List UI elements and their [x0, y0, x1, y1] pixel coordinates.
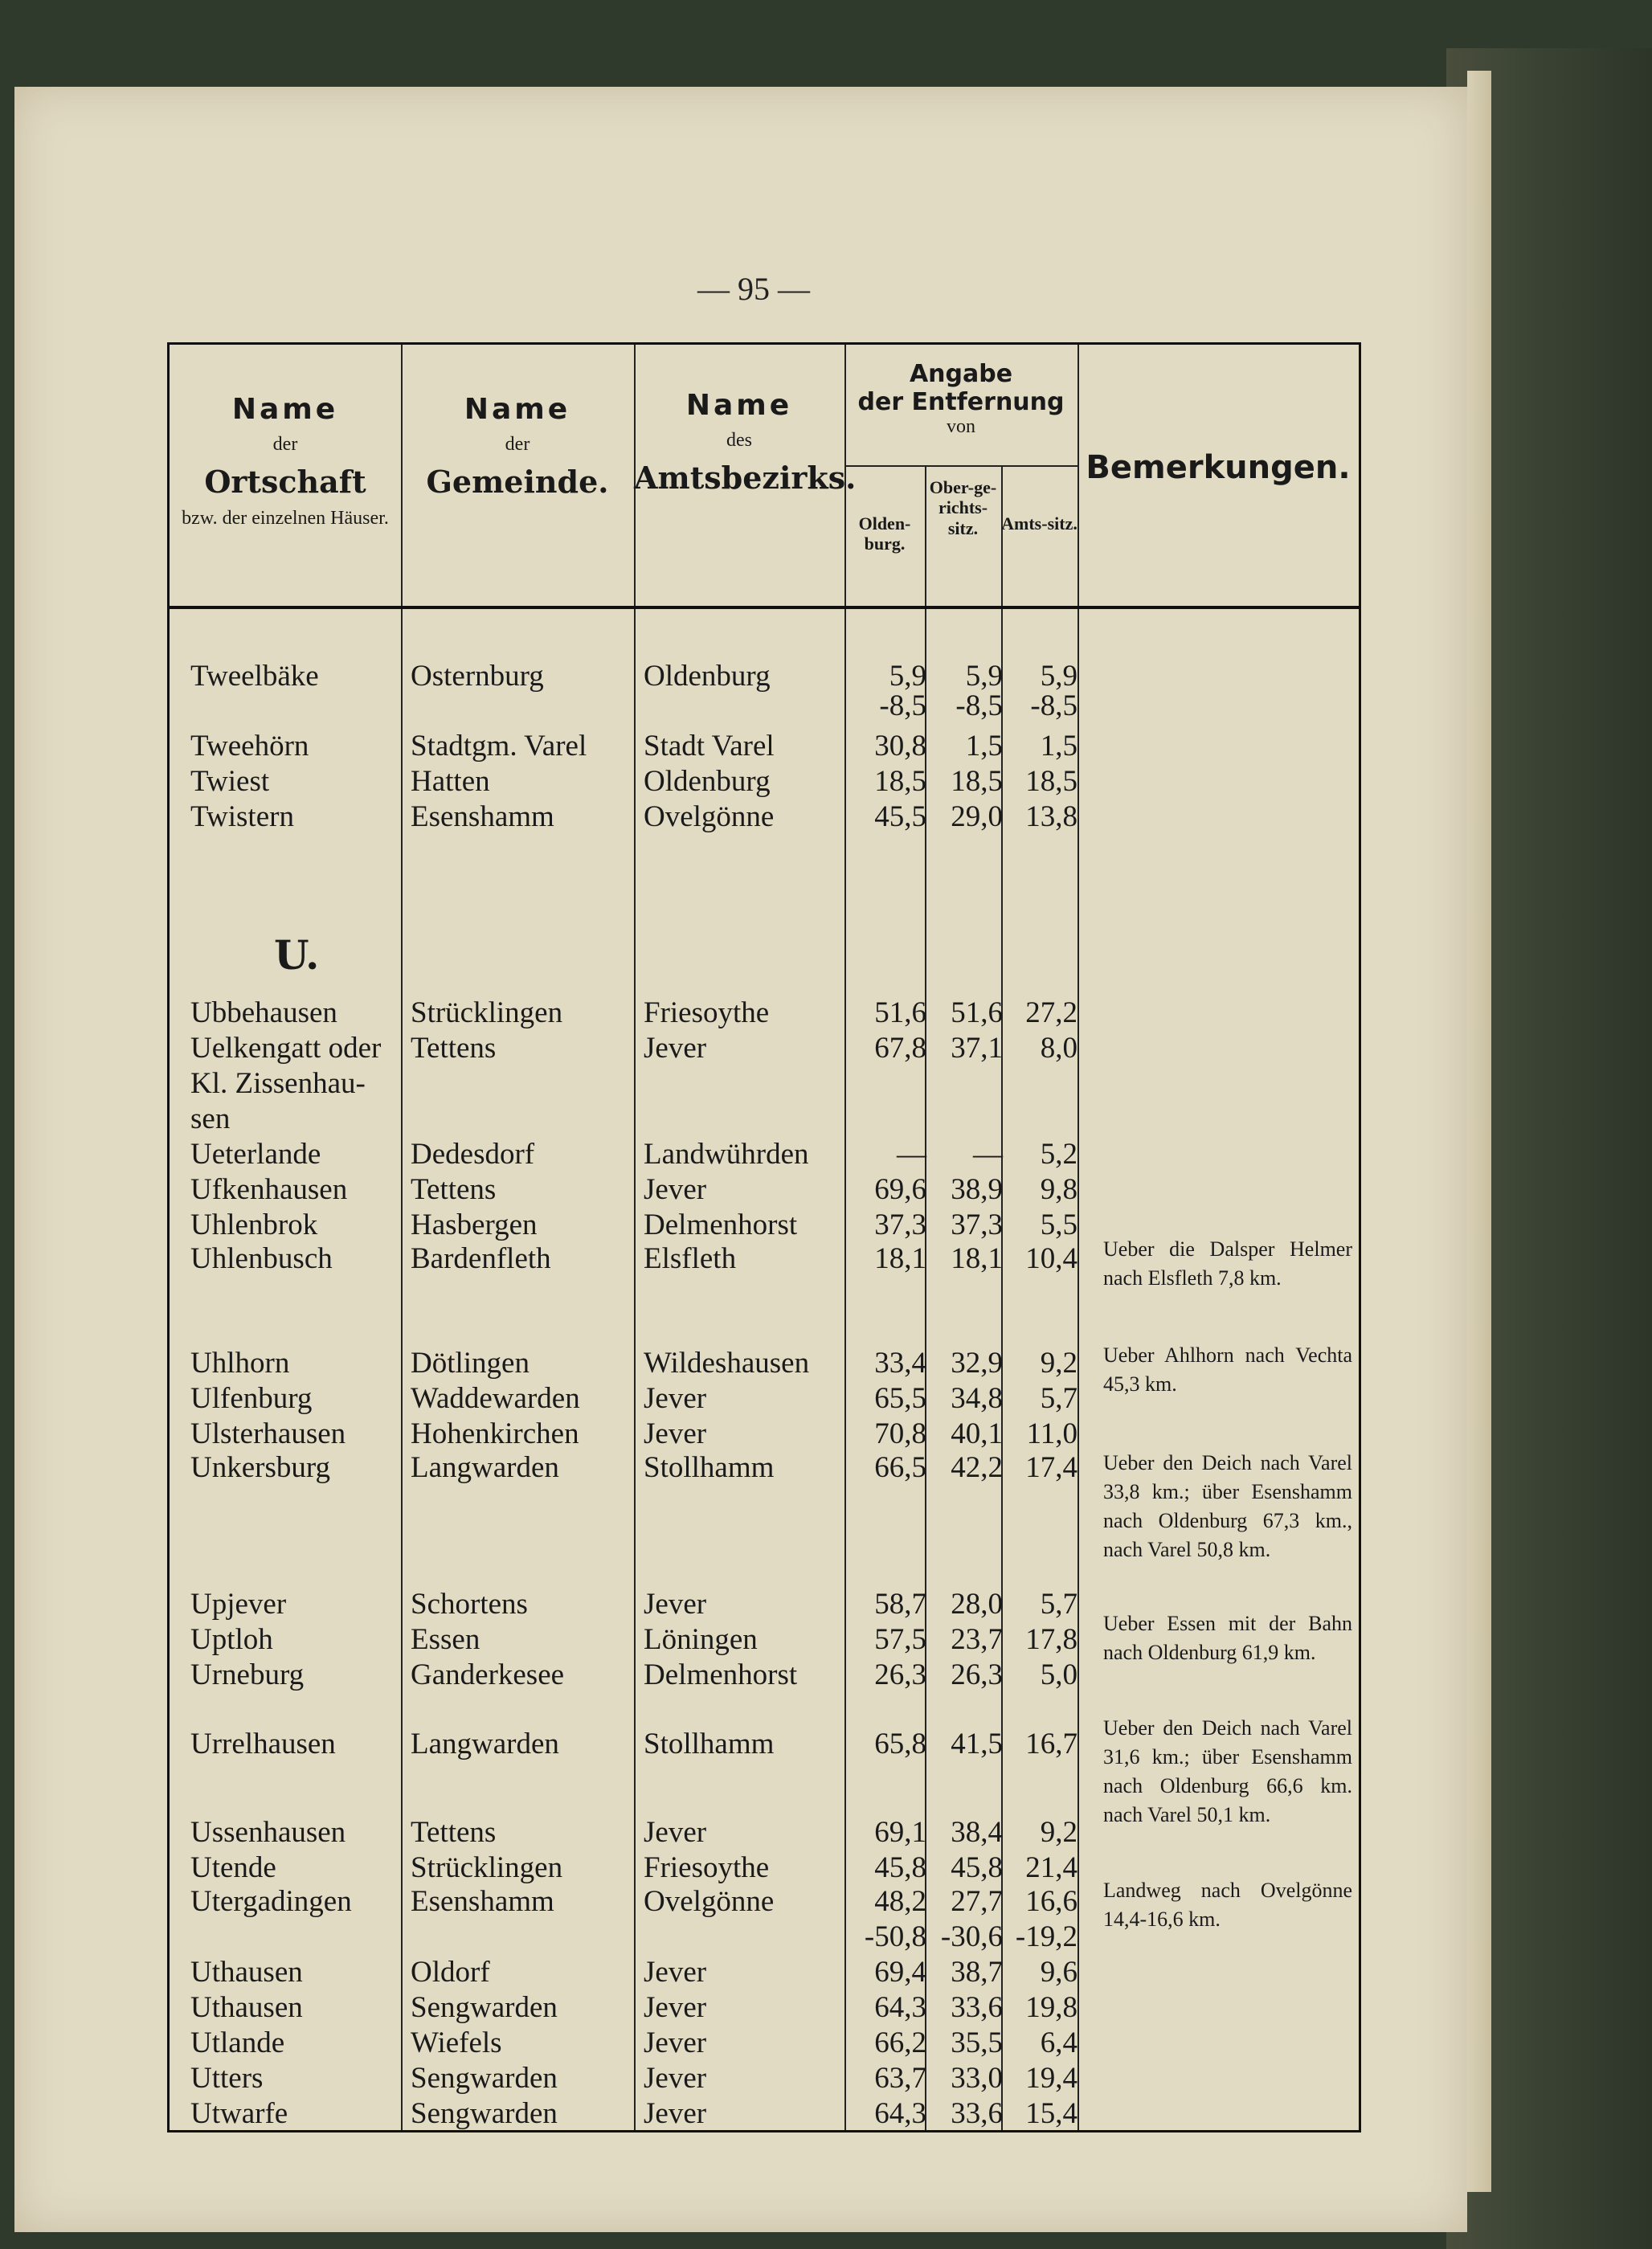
dist-oldenburg-cell: 33,4 — [874, 1347, 926, 1380]
ortschaft-cell: Utende — [190, 1851, 276, 1884]
table-row — [170, 730, 1359, 763]
dist-oldenburg-cell: 57,5 — [874, 1623, 926, 1656]
amtsbezirk-cell: Jever — [644, 2062, 707, 2095]
dist-obergericht-cell: 38,7 — [951, 1956, 1003, 1989]
dist-obergericht-cell: 33,6 — [951, 2097, 1003, 2130]
gemeinde-cell: Waddewarden — [411, 1382, 580, 1415]
dist-amtssitz-cell: 6,4 — [1040, 2026, 1077, 2059]
table-row — [170, 1957, 1359, 1989]
dist-amtssitz-cell: 11,0 — [1026, 1417, 1077, 1450]
gemeinde-cell: Dedesdorf — [411, 1138, 535, 1171]
ortschaft-cell: Ueterlande — [190, 1138, 321, 1171]
amtsbezirk-cell: Jever — [644, 2097, 707, 2130]
dist-oldenburg-cell: 65,5 — [874, 1382, 926, 1415]
dist-obergericht-cell: 45,8 — [951, 1851, 1003, 1884]
ortschaft-cell: Unkersburg — [190, 1451, 331, 1484]
dist-oldenburg-cell: -8,5 — [879, 689, 926, 722]
dist-obergericht-cell: 18,5 — [951, 765, 1003, 798]
dist-obergericht-cell: 23,7 — [951, 1623, 1003, 1656]
amtsbezirk-cell: Friesoythe — [644, 996, 770, 1029]
remark: Landweg nach Ovelgönne 14,4-16,6 km. — [1103, 1879, 1352, 1931]
dist-oldenburg-cell: 18,1 — [874, 1242, 926, 1275]
dist-oldenburg-cell: 67,8 — [874, 1032, 926, 1065]
dist-obergericht-cell: 34,8 — [951, 1382, 1003, 1415]
dist-obergericht-cell: 42,2 — [951, 1451, 1003, 1484]
dist-amtssitz-cell: 13,8 — [1025, 800, 1077, 833]
dist-obergericht-cell: 1,5 — [965, 730, 1003, 763]
dist-oldenburg-cell: 51,6 — [874, 996, 926, 1029]
page-number: — 95 — — [697, 271, 810, 307]
ortschaft-cell: Kl. Zissenhau- — [190, 1067, 366, 1100]
dist-obergericht-cell: 32,9 — [951, 1347, 1003, 1380]
header-gemeinde: Name der Gemeinde. — [426, 393, 609, 500]
ortschaft-cell: Urrelhausen — [190, 1728, 336, 1760]
amtsbezirk-cell: Elsfleth — [644, 1242, 737, 1275]
amtsbezirk-cell: Jever — [644, 1956, 707, 1989]
dist-obergericht-cell: 35,5 — [951, 2026, 1003, 2059]
dist-oldenburg-cell: 48,2 — [874, 1885, 926, 1918]
gemeinde-cell: Osternburg — [411, 660, 544, 693]
ortschaft-cell: Ulfenburg — [190, 1382, 313, 1415]
table-row — [170, 801, 1359, 833]
dist-amtssitz-cell: 9,2 — [1040, 1347, 1077, 1380]
dist-oldenburg-cell: 63,7 — [874, 2062, 926, 2095]
dist-obergericht-cell: -8,5 — [955, 689, 1003, 722]
gemeinde-cell: Langwarden — [411, 1451, 559, 1484]
table-row — [170, 2027, 1359, 2059]
amtsbezirk-cell: Jever — [644, 1417, 707, 1450]
header-obergerichtssitz: Ober-ge-richts-sitz. — [929, 477, 997, 538]
table-row — [170, 660, 1359, 693]
table-row — [170, 997, 1359, 1029]
ortschaft-cell: Utters — [190, 2062, 264, 2095]
amtsbezirk-cell: Löningen — [644, 1623, 758, 1656]
gemeinde-cell: Esenshamm — [411, 800, 554, 833]
dist-oldenburg-cell: 30,8 — [874, 730, 926, 763]
dist-obergericht-cell: 33,6 — [951, 1991, 1003, 2024]
dist-amtssitz-cell: 1,5 — [1040, 730, 1077, 763]
dist-oldenburg-cell: 45,8 — [874, 1851, 926, 1884]
dist-amtssitz-cell: -8,5 — [1030, 689, 1077, 722]
ortschaft-cell: Tweehörn — [190, 730, 309, 763]
dist-amtssitz-cell: -19,2 — [1015, 1920, 1077, 1953]
ortschaft-cell: Twistern — [190, 800, 294, 833]
dist-amtssitz-cell: 5,2 — [1040, 1138, 1077, 1171]
amtsbezirk-cell: Stadt Varel — [644, 730, 775, 763]
ortschaft-cell: Uhlenbusch — [190, 1242, 333, 1275]
ortschaft-cell: Ussenhausen — [190, 1816, 346, 1849]
amtsbezirk-cell: Ovelgönne — [644, 800, 775, 833]
page-edge — [1467, 71, 1491, 2192]
ortschaft-cell: Utlande — [190, 2026, 285, 2059]
amtsbezirk-cell: Delmenhorst — [644, 1658, 798, 1691]
amtsbezirk-cell: Jever — [644, 1032, 707, 1065]
dist-oldenburg-cell: — — [897, 1138, 926, 1171]
dist-obergericht-cell: 37,1 — [951, 1032, 1003, 1065]
ortschaft-cell: Uptloh — [190, 1623, 273, 1656]
book-page — [14, 87, 1467, 2232]
table-row — [170, 766, 1359, 798]
ortschaft-cell: Uhlenbrok — [190, 1208, 318, 1241]
dist-amtssitz-cell: 16,6 — [1025, 1885, 1077, 1918]
table-row — [170, 1032, 1359, 1065]
amtsbezirk-cell: Jever — [644, 1588, 707, 1621]
remark: Ueber Essen mit der Bahn nach Oldenburg 61,9 km. — [1103, 1612, 1352, 1664]
dist-amtssitz-cell: 5,9 — [1040, 660, 1077, 693]
ortschaft-cell: Ubbehausen — [190, 996, 337, 1029]
table-row — [170, 1174, 1359, 1206]
table-row — [170, 1103, 1359, 1135]
table-row — [170, 1418, 1359, 1450]
amtsbezirk-cell: Landwührden — [644, 1138, 809, 1171]
amtsbezirk-cell: Jever — [644, 1382, 707, 1415]
dist-amtssitz-cell: 5,0 — [1040, 1658, 1077, 1691]
dist-obergericht-cell: 41,5 — [951, 1728, 1003, 1760]
dist-oldenburg-cell: 69,6 — [874, 1173, 926, 1206]
gemeinde-cell: Ganderkesee — [411, 1658, 565, 1691]
dist-amtssitz-cell: 15,4 — [1025, 2097, 1077, 2130]
dist-amtssitz-cell: 17,4 — [1025, 1451, 1077, 1484]
header-amtsbezirk: Name des Amtsbezirks. — [634, 389, 857, 496]
section-letter: U. — [274, 931, 320, 979]
ortschaft-cell: Utwarfe — [190, 2097, 288, 2130]
dist-obergericht-cell: 38,4 — [951, 1816, 1003, 1849]
dist-oldenburg-cell: -50,8 — [864, 1920, 926, 1953]
dist-oldenburg-cell: 70,8 — [874, 1417, 926, 1450]
remark: Ueber den Deich nach Varel 31,6 km.; über Esenshamm nach Oldenburg 66,6 km. nach Varel 50,1 km. — [1103, 1716, 1352, 1826]
remark: Ueber Ahlhorn nach Vechta 45,3 km. — [1103, 1343, 1352, 1396]
amtsbezirk-cell: Jever — [644, 1816, 707, 1849]
gemeinde-cell: Sengwarden — [411, 2062, 558, 2095]
dist-oldenburg-cell: 64,3 — [874, 2097, 926, 2130]
gemeinde-cell: Hasbergen — [411, 1208, 538, 1241]
remark: Ueber den Deich nach Varel 33,8 km.; über Esenshamm nach Oldenburg 67,3 km., nach Varel 50,8 km. — [1103, 1451, 1352, 1561]
dist-amtssitz-cell: 5,7 — [1040, 1382, 1077, 1415]
amtsbezirk-cell: Stollhamm — [644, 1451, 775, 1484]
header-rule — [170, 606, 1359, 609]
dist-obergericht-cell: 18,1 — [951, 1242, 1003, 1275]
dist-amtssitz-cell: 8,0 — [1040, 1032, 1077, 1065]
ortschaft-cell: Utergadingen — [190, 1885, 352, 1918]
dist-obergericht-cell: — — [973, 1138, 1003, 1171]
table-row — [170, 1068, 1359, 1100]
amtsbezirk-cell: Wildeshausen — [644, 1347, 810, 1380]
distance-table — [167, 342, 1361, 2132]
header-bemerkungen: Bemerkungen. — [1086, 449, 1351, 486]
gemeinde-cell: Strücklingen — [411, 1851, 563, 1884]
header-oldenburg: Olden-burg. — [858, 513, 911, 554]
amtsbezirk-cell: Jever — [644, 1991, 707, 2024]
gemeinde-cell: Schortens — [411, 1588, 528, 1621]
dist-obergericht-cell: 26,3 — [951, 1658, 1003, 1691]
dist-oldenburg-cell: 18,5 — [874, 765, 926, 798]
ortschaft-cell: Uhlhorn — [190, 1347, 290, 1380]
dist-oldenburg-cell: 64,3 — [874, 1991, 926, 2024]
gemeinde-cell: Langwarden — [411, 1728, 559, 1760]
header-ortschaft: Name der Ortschaft bzw. der einzelnen Häuser. — [182, 393, 389, 529]
dist-amtssitz-cell: 27,2 — [1025, 996, 1077, 1029]
gemeinde-cell: Wiefels — [411, 2026, 502, 2059]
dist-amtssitz-cell: 19,4 — [1025, 2062, 1077, 2095]
amtsbezirk-cell: Stollhamm — [644, 1728, 775, 1760]
gemeinde-cell: Hatten — [411, 765, 490, 798]
dist-amtssitz-cell: 16,7 — [1025, 1728, 1077, 1760]
gemeinde-cell: Stadtgm. Varel — [411, 730, 587, 763]
dist-amtssitz-cell: 9,2 — [1040, 1816, 1077, 1849]
gemeinde-cell: Bardenfleth — [411, 1242, 551, 1275]
dist-obergericht-cell: 51,6 — [951, 996, 1003, 1029]
subheader-rule — [844, 465, 1077, 467]
ortschaft-cell: Uthausen — [190, 1956, 303, 1989]
table-row — [170, 690, 1359, 722]
dist-oldenburg-cell: 5,9 — [889, 660, 926, 693]
ortschaft-cell: Ulsterhausen — [190, 1417, 346, 1450]
dist-obergericht-cell: 28,0 — [951, 1588, 1003, 1621]
gemeinde-cell: Esenshamm — [411, 1885, 554, 1918]
dist-oldenburg-cell: 65,8 — [874, 1728, 926, 1760]
dist-obergericht-cell: 38,9 — [951, 1173, 1003, 1206]
dist-oldenburg-cell: 69,4 — [874, 1956, 926, 1989]
dist-amtssitz-cell: 21,4 — [1025, 1851, 1077, 1884]
amtsbezirk-cell: Delmenhorst — [644, 1208, 798, 1241]
ortschaft-cell: Upjever — [190, 1588, 287, 1621]
gemeinde-cell: Sengwarden — [411, 2097, 558, 2130]
dist-obergericht-cell: 40,1 — [951, 1417, 1003, 1450]
gemeinde-cell: Oldorf — [411, 1956, 490, 1989]
dist-amtssitz-cell: 9,6 — [1040, 1956, 1077, 1989]
gemeinde-cell: Tettens — [411, 1173, 497, 1206]
dist-amtssitz-cell: 9,8 — [1040, 1173, 1077, 1206]
dist-amtssitz-cell: 5,5 — [1040, 1208, 1077, 1241]
dist-oldenburg-cell: 37,3 — [874, 1208, 926, 1241]
dist-obergericht-cell: 5,9 — [965, 660, 1003, 693]
gemeinde-cell: Dötlingen — [411, 1347, 530, 1380]
gemeinde-cell: Sengwarden — [411, 1991, 558, 2024]
table-row — [170, 2098, 1359, 2130]
dist-oldenburg-cell: 66,5 — [874, 1451, 926, 1484]
dist-oldenburg-cell: 69,1 — [874, 1816, 926, 1849]
amtsbezirk-cell: Ovelgönne — [644, 1885, 775, 1918]
ortschaft-cell: Tweelbäke — [190, 660, 319, 693]
table-row — [170, 1139, 1359, 1171]
header-entfernung: Angabe der Entfernung von — [857, 360, 1065, 437]
ortschaft-cell: sen — [190, 1102, 231, 1135]
header-amtssitz: Amts-sitz. — [1001, 513, 1077, 534]
ortschaft-cell: Twiest — [190, 765, 270, 798]
amtsbezirk-cell: Oldenburg — [644, 660, 771, 693]
amtsbezirk-cell: Friesoythe — [644, 1851, 770, 1884]
gemeinde-cell: Strücklingen — [411, 996, 563, 1029]
remark: Ueber die Dalsper Helmer nach Elsfleth 7,8 km. — [1103, 1237, 1352, 1290]
dist-amtssitz-cell: 10,4 — [1025, 1242, 1077, 1275]
gemeinde-cell: Essen — [411, 1623, 480, 1656]
dist-obergericht-cell: 33,0 — [951, 2062, 1003, 2095]
amtsbezirk-cell: Jever — [644, 1173, 707, 1206]
gemeinde-cell: Hohenkirchen — [411, 1417, 579, 1450]
gemeinde-cell: Tettens — [411, 1032, 497, 1065]
ortschaft-cell: Uelkengatt oder — [190, 1032, 382, 1065]
gemeinde-cell: Tettens — [411, 1816, 497, 1849]
amtsbezirk-cell: Oldenburg — [644, 765, 771, 798]
dist-amtssitz-cell: 18,5 — [1025, 765, 1077, 798]
table-row — [170, 1992, 1359, 2024]
dist-obergericht-cell: 37,3 — [951, 1208, 1003, 1241]
ortschaft-cell: Uthausen — [190, 1991, 303, 2024]
dist-oldenburg-cell: 45,5 — [874, 800, 926, 833]
table-row — [170, 2063, 1359, 2095]
ortschaft-cell: Ufkenhausen — [190, 1173, 348, 1206]
dist-oldenburg-cell: 66,2 — [874, 2026, 926, 2059]
amtsbezirk-cell: Jever — [644, 2026, 707, 2059]
dist-amtssitz-cell: 19,8 — [1025, 1991, 1077, 2024]
dist-obergericht-cell: 27,7 — [951, 1885, 1003, 1918]
dist-obergericht-cell: -30,6 — [940, 1920, 1003, 1953]
dist-oldenburg-cell: 26,3 — [874, 1658, 926, 1691]
ortschaft-cell: Urneburg — [190, 1658, 305, 1691]
dist-amtssitz-cell: 17,8 — [1025, 1623, 1077, 1656]
dist-obergericht-cell: 29,0 — [951, 800, 1003, 833]
dist-oldenburg-cell: 58,7 — [874, 1588, 926, 1621]
dist-amtssitz-cell: 5,7 — [1040, 1588, 1077, 1621]
